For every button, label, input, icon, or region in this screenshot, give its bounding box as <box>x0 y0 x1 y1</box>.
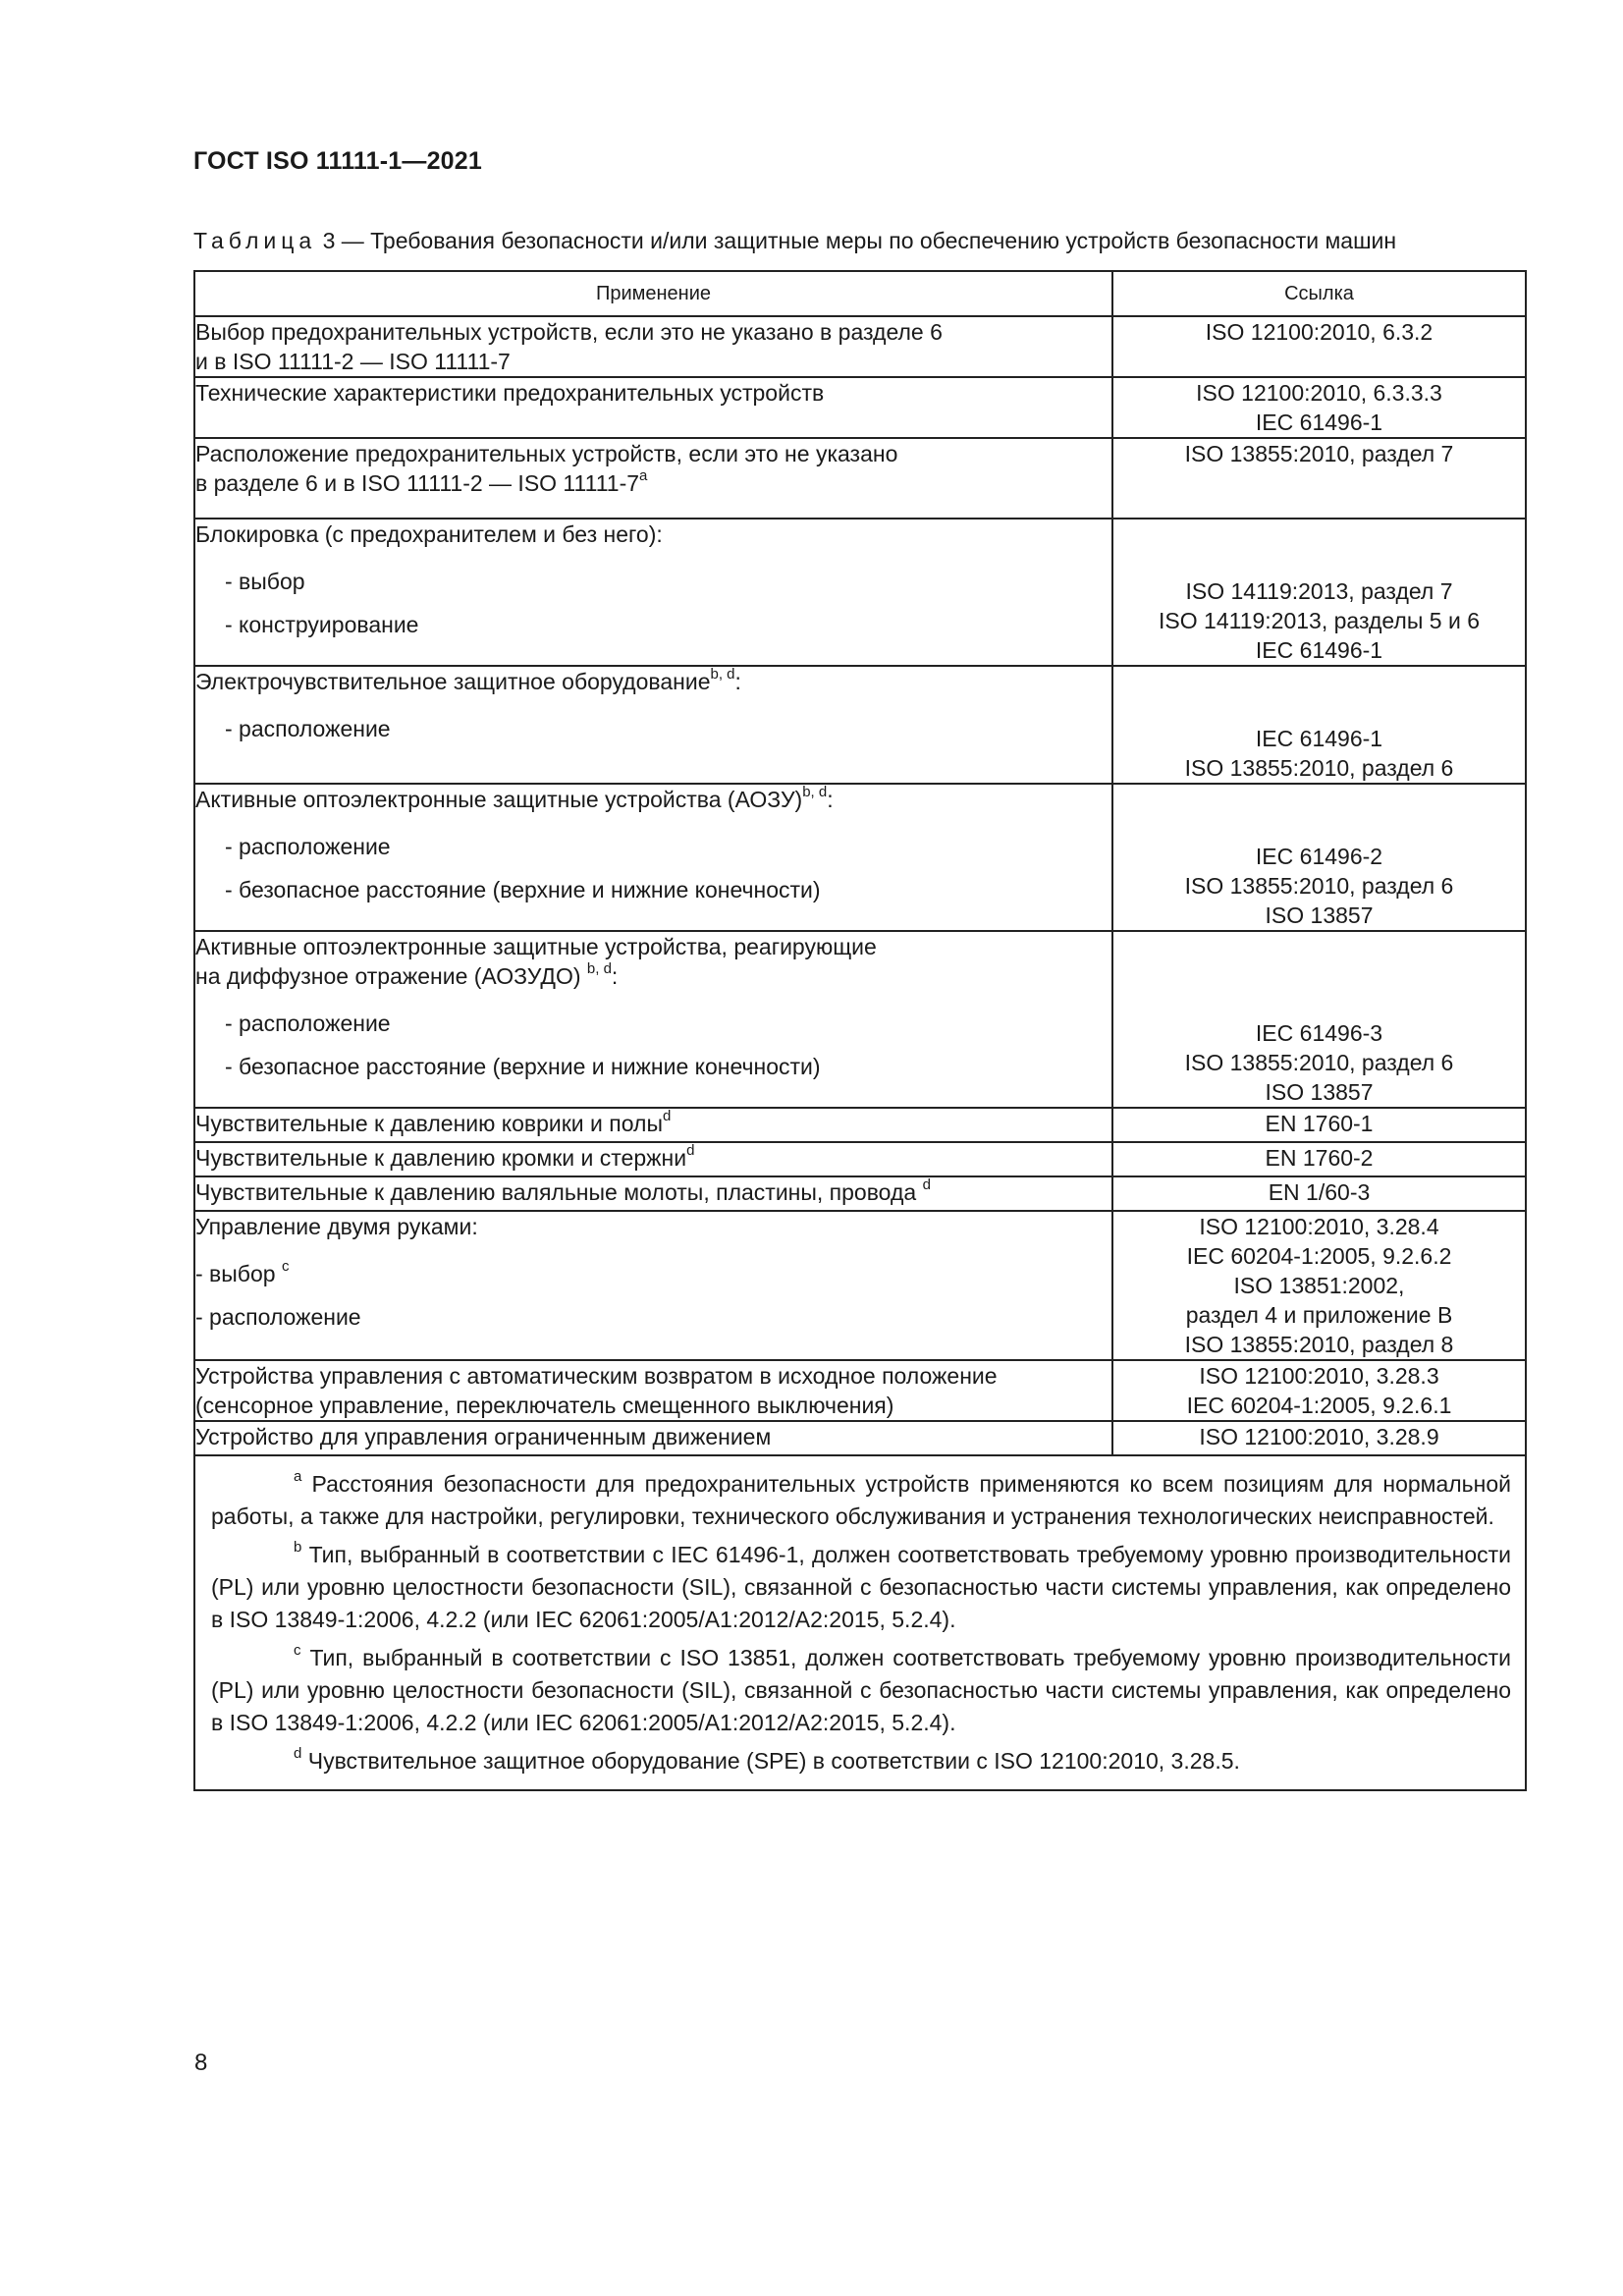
reference-cell <box>1112 1142 1526 1176</box>
application-subitem: - безопасное расстояние (верхние и нижние конечности) <box>225 877 821 902</box>
reference-text: IEC 61496-2 <box>1255 844 1383 869</box>
footnote <box>211 1539 1511 1636</box>
reference-text: ISO 12100:2010, 6.3.2 <box>1205 319 1434 345</box>
footnote <box>211 1745 1511 1777</box>
reference-text: ISO 13855:2010, раздел 6 <box>1184 873 1454 899</box>
reference-text: IEC 60204-1:2005, 9.2.6.2 <box>1186 1243 1452 1269</box>
reference-text: EN 1760-1 <box>1265 1111 1374 1136</box>
table-row <box>194 1176 1526 1211</box>
reference-text: ISO 13855:2010, раздел 6 <box>1184 755 1454 781</box>
application-subitem: - расположение <box>195 1304 361 1330</box>
table-header-row <box>194 271 1526 316</box>
reference-text: ISO 12100:2010, 3.28.9 <box>1199 1424 1439 1449</box>
table-row <box>194 377 1526 438</box>
reference-cell <box>1112 1211 1526 1360</box>
reference-cell <box>1112 1360 1526 1421</box>
application-cell <box>194 377 1112 438</box>
footnote-mark: c <box>294 1642 301 1660</box>
application-text: Управление двумя руками: <box>195 1214 478 1239</box>
reference-cell <box>1112 1421 1526 1455</box>
footnote-ref: b, d <box>710 666 735 683</box>
footnote <box>211 1642 1511 1739</box>
reference-text: раздел 4 и приложение В <box>1185 1302 1453 1328</box>
application-text: Устройства управления с автоматическим возвратом в исходное положение <box>195 1363 998 1389</box>
reference-cell <box>1112 519 1526 666</box>
application-cell <box>194 1142 1112 1176</box>
footnote-text: Тип, выбранный в соответствии с IEC 61496-1, должен соответствовать требуемому уровню производительности (PL) или уровню целостности безопасности (SIL), связанной с безопасностью части системы управления, как определено в ISO 13849-1:2006, 4.2.2 (или IEC 62061:2005/A1:2012/A2:2015, 5.2.4). <box>211 1542 1512 1632</box>
reference-cell <box>1112 666 1526 784</box>
application-text <box>195 961 1111 991</box>
application-text <box>195 1177 1111 1207</box>
application-cell <box>194 438 1112 519</box>
application-text-part: Электрочувствительное защитное оборудование <box>195 669 711 694</box>
footnote <box>211 1468 1511 1533</box>
application-text: Расположение предохранительных устройств, если это не указано <box>195 441 898 466</box>
footnote-mark: d <box>294 1745 302 1763</box>
reference-cell <box>1112 931 1526 1108</box>
application-cell <box>194 1211 1112 1360</box>
application-text-part: Активные оптоэлектронные защитные устройства (АОЗУ) <box>195 787 803 812</box>
application-subitem: - выбор <box>225 569 305 594</box>
application-text: Выбор предохранительных устройств, если это не указано в разделе 6 <box>195 319 943 345</box>
application-subitem: - конструирование <box>225 612 419 637</box>
table-row <box>194 438 1526 519</box>
reference-text: ISO 13855:2010, раздел 6 <box>1184 1050 1454 1075</box>
table-caption-label: Таблица <box>193 228 317 253</box>
application-text <box>195 1143 1111 1173</box>
reference-text: ISO 13851:2002, <box>1233 1273 1405 1298</box>
application-text-part: в разделе 6 и в ISO 11111-2 — ISO 11111-7 <box>195 470 640 496</box>
footnote-ref: d <box>922 1176 931 1194</box>
table-notes <box>194 1455 1526 1790</box>
table-row <box>194 1211 1526 1360</box>
reference-cell <box>1112 784 1526 931</box>
reference-text: ISO 12100:2010, 3.28.4 <box>1199 1214 1439 1239</box>
application-cell <box>194 666 1112 784</box>
application-cell <box>194 519 1112 666</box>
application-cell <box>194 784 1112 931</box>
reference-cell <box>1112 1108 1526 1142</box>
table-row <box>194 666 1526 784</box>
reference-text: IEC 61496-1 <box>1255 726 1383 751</box>
application-subitem: - расположение <box>225 834 391 859</box>
application-cell <box>194 1176 1112 1211</box>
table-notes-row <box>194 1455 1526 1790</box>
header-reference: Ссылка <box>1112 271 1526 316</box>
reference-text: ISO 13855:2010, раздел 8 <box>1184 1332 1454 1357</box>
reference-cell <box>1112 1176 1526 1211</box>
reference-text: EN 1/60-3 <box>1268 1179 1371 1205</box>
footnote-mark: b <box>294 1539 302 1557</box>
application-text-part: Чувствительные к давлению кромки и стержни <box>195 1145 687 1171</box>
table-row <box>194 931 1526 1108</box>
table-row <box>194 1142 1526 1176</box>
application-text: Устройство для управления ограниченным движением <box>195 1424 772 1449</box>
application-subitem <box>195 1259 1111 1288</box>
application-text-part: Чувствительные к давлению валяльные молоты, пластины, провода <box>195 1179 917 1205</box>
application-text: Технические характеристики предохранительных устройств <box>195 380 825 406</box>
table-row <box>194 1360 1526 1421</box>
reference-text: IEC 60204-1:2005, 9.2.6.1 <box>1186 1393 1452 1418</box>
footnote-ref: c <box>281 1258 290 1276</box>
application-cell <box>194 931 1112 1108</box>
reference-text: EN 1760-2 <box>1265 1145 1374 1171</box>
application-cell <box>194 316 1112 377</box>
application-text <box>195 785 1111 814</box>
application-cell <box>194 1360 1112 1421</box>
reference-text: ISO 12100:2010, 3.28.3 <box>1199 1363 1439 1389</box>
application-text-part: на диффузное отражение (АОЗУДО) <box>195 963 581 989</box>
application-text: (сенсорное управление, переключатель смещенного выключения) <box>195 1393 894 1418</box>
table-row <box>194 1108 1526 1142</box>
application-text-tail: : <box>611 963 619 989</box>
footnote-ref: a <box>639 467 648 485</box>
application-text-tail: : <box>827 787 834 812</box>
footnote-text: Чувствительное защитное оборудование (SPE) в соответствии с ISO 12100:2010, 3.28.5. <box>307 1748 1240 1774</box>
table-row <box>194 784 1526 931</box>
application-text-part: Чувствительные к давлению коврики и полы <box>195 1111 663 1136</box>
table-caption-text: 3 — Требования безопасности и/или защитные меры по обеспечению устройств безопасности машин <box>322 228 1397 253</box>
reference-text: ISO 13857 <box>1265 1079 1374 1105</box>
application-text <box>195 468 1111 498</box>
application-subitem-text: - выбор <box>195 1261 276 1286</box>
reference-text: IEC 61496-1 <box>1255 637 1383 663</box>
table-row <box>194 1421 1526 1455</box>
table-caption <box>193 228 1524 254</box>
reference-cell <box>1112 316 1526 377</box>
reference-text: ISO 13855:2010, раздел 7 <box>1184 441 1454 466</box>
footnote-mark: a <box>294 1468 302 1486</box>
reference-cell <box>1112 438 1526 519</box>
footnote-ref: b, d <box>586 960 612 978</box>
application-text <box>195 667 1111 696</box>
table-row <box>194 316 1526 377</box>
application-text: Блокировка (с предохранителем и без него): <box>195 521 663 547</box>
application-text <box>195 1109 1111 1138</box>
application-subitem: - расположение <box>225 1011 391 1036</box>
application-text: Активные оптоэлектронные защитные устройства, реагирующие <box>195 934 877 959</box>
requirements-table <box>193 270 1527 1791</box>
reference-text: ISO 13857 <box>1265 902 1374 928</box>
application-text: и в ISO 11111-2 — ISO 11111-7 <box>195 349 511 374</box>
reference-text: ISO 14119:2013, раздел 7 <box>1185 578 1453 604</box>
reference-cell <box>1112 377 1526 438</box>
footnote-ref: d <box>662 1108 672 1125</box>
footnote-ref: b, d <box>802 784 828 801</box>
reference-text: ISO 14119:2013, разделы 5 и 6 <box>1159 608 1480 633</box>
reference-text: ISO 12100:2010, 6.3.3.3 <box>1196 380 1442 406</box>
header-application: Применение <box>194 271 1112 316</box>
application-subitem: - безопасное расстояние (верхние и нижние конечности) <box>225 1054 821 1079</box>
reference-text: IEC 61496-3 <box>1255 1020 1383 1046</box>
application-text-tail: : <box>734 669 741 694</box>
footnote-ref: d <box>686 1142 695 1160</box>
reference-text: IEC 61496-1 <box>1255 410 1383 435</box>
table-row <box>194 519 1526 666</box>
document-code: ГОСТ ISO 11111-1—2021 <box>193 147 482 175</box>
application-cell <box>194 1421 1112 1455</box>
application-subitem: - расположение <box>225 716 391 741</box>
footnote-text: Тип, выбранный в соответствии с ISO 13851, должен соответствовать требуемому уровню производительности (PL) или уровню целостности безопасности (SIL), связанной с безопасностью части системы управления, как определено в ISO 13849-1:2006, 4.2.2 (или IEC 62061:2005/A1:2012/A2:2015, 5.2.4). <box>211 1645 1512 1735</box>
application-cell <box>194 1108 1112 1142</box>
footnote-text: Расстояния безопасности для предохранительных устройств применяются ко всем позициям для нормальной работы, а также для настройки, регулировки, технического обслуживания и устранения технологических неисправностей. <box>211 1471 1511 1529</box>
page-number: 8 <box>194 2050 208 2076</box>
